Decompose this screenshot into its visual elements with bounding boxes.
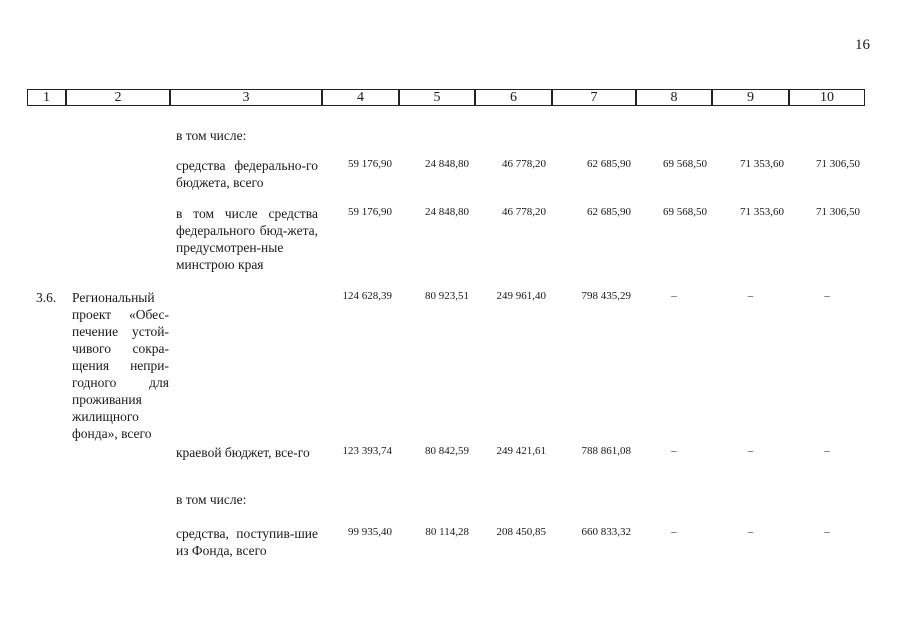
row-7-col5: 80 114,28 — [425, 526, 469, 538]
row-7-col6: 208 450,85 — [496, 526, 546, 538]
header-cell-7: 7 — [552, 89, 636, 106]
row-7-label: средства, поступив-шие из Фонда, всего — [176, 526, 318, 558]
row-7-col7: 660 833,32 — [581, 526, 631, 538]
row-7-col9: – — [747, 526, 754, 538]
row-3-col7: 62 685,90 — [587, 206, 631, 218]
header-cell-3: 3 — [170, 89, 322, 106]
row-2-col5: 24 848,80 — [425, 158, 469, 170]
header-cell-6: 6 — [475, 89, 552, 106]
row-3-col6: 46 778,20 — [502, 206, 546, 218]
row-5-col9: – — [747, 445, 754, 457]
row-7-col10: – — [824, 526, 830, 538]
row-3-col8: 69 568,50 — [663, 206, 707, 218]
row-4-col5: 80 923,51 — [425, 290, 469, 302]
header-cell-4: 4 — [322, 89, 399, 106]
row-2-col10: 71 306,50 — [816, 158, 860, 170]
row-3-col4: 59 176,90 — [348, 206, 392, 218]
header-cell-5: 5 — [399, 89, 475, 106]
row-3-label: в том числе средства федерального бюд-жета, предусмотрен-ные минстрою края — [176, 206, 318, 272]
row-3-col10: 71 306,50 — [816, 206, 860, 218]
row-5-col4: 123 393,74 — [342, 445, 392, 457]
page-number: 16 — [855, 37, 870, 53]
row-2-label: средства федерально-го бюджета, всего — [176, 158, 318, 190]
row-5-col8: – — [671, 445, 677, 457]
row-6-label: в том числе: — [176, 492, 247, 507]
row-2-col6: 46 778,20 — [502, 158, 546, 170]
row-4-project-name: Региональный проект «Обес-печение устой-чивого сокра-щения непри-годного для проживания жилищного фонда», всего — [72, 290, 169, 441]
row-2-col9: 71 353,60 — [740, 158, 784, 170]
row-5-col5: 80 842,59 — [425, 445, 469, 457]
header-cell-2: 2 — [66, 89, 170, 106]
row-4-col4: 124 628,39 — [342, 290, 392, 302]
row-4-col6: 249 961,40 — [496, 290, 546, 302]
row-7-col4: 99 935,40 — [348, 526, 392, 538]
row-1-label: в том числе: — [176, 128, 247, 143]
row-7-col8: – — [671, 526, 677, 538]
row-3-col5: 24 848,80 — [425, 206, 469, 218]
row-5-col7: 788 861,08 — [581, 445, 631, 457]
row-2-col8: 69 568,50 — [663, 158, 707, 170]
header-cell-9: 9 — [712, 89, 789, 106]
row-5-col10: – — [824, 445, 830, 457]
row-4-col9: – — [747, 290, 754, 302]
header-cell-8: 8 — [636, 89, 712, 106]
row-2-col7: 62 685,90 — [587, 158, 631, 170]
header-cell-10: 10 — [789, 89, 865, 106]
row-4-col7: 798 435,29 — [581, 290, 631, 302]
row-4-number: 3.6. — [36, 290, 57, 305]
row-4-col10: – — [824, 290, 830, 302]
row-5-col6: 249 421,61 — [496, 445, 546, 457]
row-5-label: краевой бюджет, все-го — [176, 445, 310, 460]
row-3-col9: 71 353,60 — [740, 206, 784, 218]
row-2-col4: 59 176,90 — [348, 158, 392, 170]
row-4-col8: – — [671, 290, 677, 302]
header-cell-1: 1 — [27, 89, 66, 106]
